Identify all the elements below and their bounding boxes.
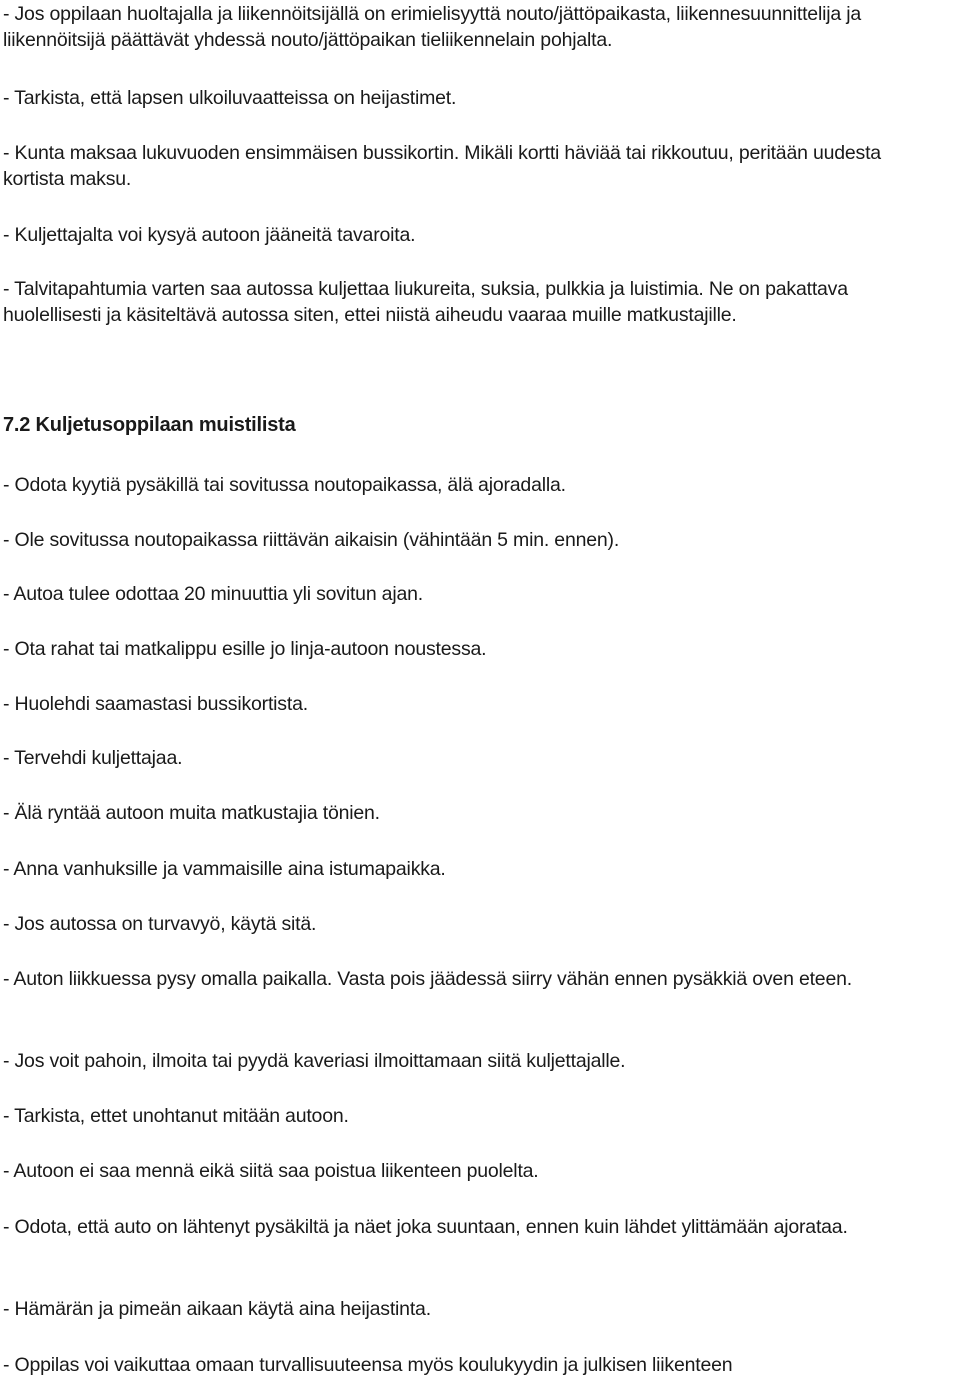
list-item: - Oppilas voi vaikuttaa omaan turvallisuuteensa myös koulukyydin ja julkisen liikenteen [3, 1354, 733, 1376]
list-item: - Älä ryntää autoon muita matkustajia tönien. [3, 802, 380, 824]
list-item: - Autoa tulee odottaa 20 minuuttia yli sovitun ajan. [3, 583, 423, 605]
list-item: - Tervehdi kuljettajaa. [3, 747, 183, 769]
paragraph-bus-card: - Kunta maksaa lukuvuoden ensimmäisen bussikortin. Mikäli kortti häviää tai rikkoutuu, peritään uudesta kortista maksu. [3, 142, 881, 190]
paragraph-winter-equipment: - Talvitapahtumia varten saa autossa kuljettaa liukureita, suksia, pulkkia ja luistimia. Ne on pakattava huolellisesti ja käsiteltävä autossa siten, ettei niistä aiheudu vaaraa muille matkustajille. [3, 278, 848, 326]
list-item: - Auton liikkuessa pysy omalla paikalla. Vasta pois jäädessä siirry vähän ennen pysäkkiä oven eteen. [3, 968, 852, 990]
list-item: - Autoon ei saa mennä eikä siitä saa poistua liikenteen puolelta. [3, 1160, 539, 1182]
list-item: - Jos voit pahoin, ilmoita tai pyydä kaveriasi ilmoittamaan siitä kuljettajalle. [3, 1050, 626, 1072]
list-item: - Odota kyytiä pysäkillä tai sovitussa noutopaikassa, älä ajoradalla. [3, 474, 566, 496]
list-item: - Anna vanhuksille ja vammaisille aina istumapaikka. [3, 858, 446, 880]
list-item: - Huolehdi saamastasi bussikortista. [3, 693, 308, 715]
list-item: - Ole sovitussa noutopaikassa riittävän aikaisin (vähintään 5 min. ennen). [3, 529, 620, 551]
paragraph-dispute: - Jos oppilaan huoltajalla ja liikennöitsijällä on erimielisyyttä nouto/jättöpaikasta, liikennesuunnittelija ja liikennöitsijä päättävät yhdessä nouto/jättöpaikan tieliikennelain pohjalta. [3, 3, 861, 51]
paragraph-lost-items: - Kuljettajalta voi kysyä autoon jääneitä tavaroita. [3, 224, 416, 246]
list-item: - Hämärän ja pimeän aikaan käytä aina heijastinta. [3, 1298, 431, 1320]
list-item: - Tarkista, ettet unohtanut mitään autoon. [3, 1105, 349, 1127]
list-item: - Odota, että auto on lähtenyt pysäkiltä ja näet joka suuntaan, ennen kuin lähdet ylittämään ajorataa. [3, 1216, 848, 1238]
list-item: - Ota rahat tai matkalippu esille jo linja-autoon noustessa. [3, 638, 487, 660]
section-heading: 7.2 Kuljetusoppilaan muistilista [3, 414, 296, 436]
list-item: - Jos autossa on turvavyö, käytä sitä. [3, 913, 317, 935]
paragraph-reflectors: - Tarkista, että lapsen ulkoiluvaatteissa on heijastimet. [3, 87, 457, 109]
